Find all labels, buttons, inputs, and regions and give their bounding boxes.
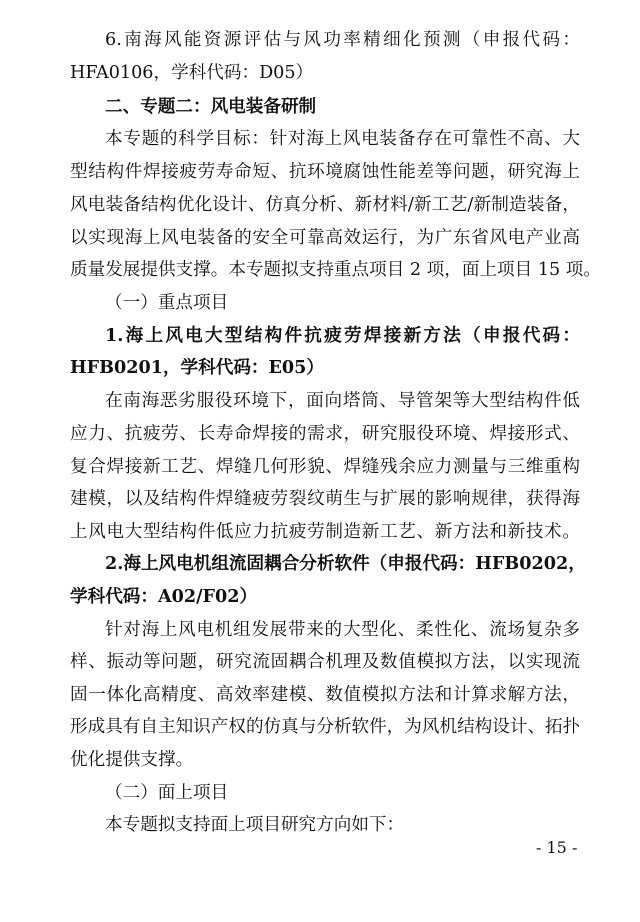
text-line: 风电装备结构优化设计、仿真分析、新材料/新工艺/新制造装备， — [70, 195, 580, 215]
text-line: 固一体化高精度、高效率建模、数值模拟方法和计算求解方法， — [70, 685, 580, 705]
text-line: 6.南海风能资源评估与风功率精细化预测（申报代码： — [105, 30, 580, 50]
item-heading: 2.海上风电机组流固耦合分析软件（申报代码：HFB0202， — [105, 553, 586, 574]
text-line: 质量发展提供支撑。本专题拟支持重点项目 2 项，面上项目 15 项。 — [70, 260, 601, 280]
subsection-heading: （二）面上项目 — [105, 783, 229, 803]
text-line: 以实现海上风电装备的安全可靠高效运行，为广东省风电产业高 — [70, 228, 580, 248]
text-line: 本专题的科学目标：针对海上风电装备存在可靠性不高、大 — [105, 129, 580, 149]
section-heading: 二、专题二：风电装备研制 — [105, 96, 317, 117]
text-line: 优化提供支撑。 — [70, 750, 194, 770]
text-line: 在南海恶劣服役环境下，面向塔筒、导管架等大型结构件低 — [105, 391, 580, 411]
item-heading: HFB0201，学科代码：E05） — [70, 357, 325, 378]
text-line: 型结构件焊接疲劳寿命短、抗环境腐蚀性能差等问题，研究海上 — [70, 162, 580, 182]
item-heading: 学科代码：A02/F02） — [70, 586, 258, 607]
text-line: 复合焊接新工艺、焊缝几何形貌、焊缝残余应力测量与三维重构 — [70, 457, 580, 477]
text-line: HFA0106，学科代码：D05） — [70, 63, 314, 83]
page-number: - 15 - — [536, 838, 578, 857]
text-line: 应力、抗疲劳、长寿命焊接的需求，研究服役环境、焊接形式、 — [70, 424, 580, 444]
text-line: 针对海上风电机组发展带来的大型化、柔性化、流场复杂多 — [105, 620, 580, 640]
text-line: 样、振动等问题，研究流固耦合机理及数值模拟方法，以实现流 — [70, 652, 580, 672]
text-line: 上风电大型结构件低应力抗疲劳制造新工艺、新方法和新技术。 — [70, 522, 580, 542]
text-line: 本专题拟支持面上项目研究方向如下： — [105, 815, 405, 835]
item-heading: 1.海上风电大型结构件抗疲劳焊接新方法（申报代码： — [105, 325, 580, 346]
text-line: 建模，以及结构件焊缝疲劳裂纹萌生与扩展的影响规律，获得海 — [70, 489, 580, 509]
text-line: 形成具有自主知识产权的仿真与分析软件，为风机结构设计、拓扑 — [70, 717, 581, 737]
subsection-heading: （一）重点项目 — [105, 293, 229, 313]
